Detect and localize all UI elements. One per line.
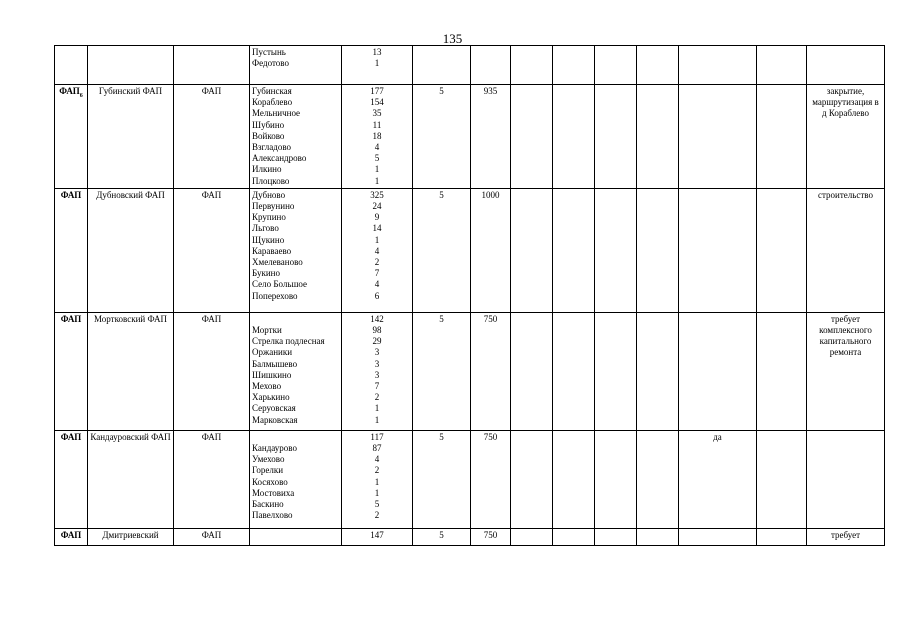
empty-cell: [511, 430, 553, 528]
village-name: Взгладово: [252, 142, 292, 153]
village-population: 5: [374, 153, 380, 164]
empty-cell: [511, 46, 553, 85]
facility-kind: ФАП: [174, 85, 250, 189]
village-population: 98: [372, 325, 382, 336]
village-population: 13: [372, 47, 382, 57]
populations-cell: [342, 312, 413, 430]
facility-name: Кандауровский ФАП: [88, 430, 174, 528]
village-name: Горелки: [252, 465, 284, 476]
facility-type: ФАП: [60, 431, 82, 442]
empty-cell: [511, 528, 553, 545]
villages-cell: [250, 430, 342, 528]
villages-cell: [250, 46, 342, 85]
village-population: 1: [374, 414, 380, 425]
village-population: 2: [374, 392, 380, 403]
populations-cell: [342, 528, 413, 545]
empty-cell: [553, 85, 595, 189]
cost-value: 750: [471, 430, 511, 528]
village-name: Серуовская: [252, 403, 296, 414]
cost-value: 750: [471, 528, 511, 545]
village-name: Умехово: [252, 454, 285, 465]
village-name: Плоцково: [252, 175, 290, 186]
staff-count: 5: [413, 430, 471, 528]
populations-cell: [342, 46, 413, 85]
facility-type-cell: [55, 188, 88, 312]
village-population: 1: [374, 487, 380, 498]
table-row: [55, 85, 885, 189]
village-population: 2: [374, 257, 380, 268]
facility-type-cell: [55, 528, 88, 545]
empty-cell: [637, 188, 679, 312]
village-name: Щукино: [252, 234, 285, 245]
empty-cell: [553, 430, 595, 528]
facility-type-cell: [55, 312, 88, 430]
facility-kind: ФАП: [174, 188, 250, 312]
flag-cell: [679, 312, 757, 430]
village-population: 154: [370, 97, 384, 108]
village-population: 14: [372, 223, 382, 234]
empty-cell: [595, 430, 637, 528]
staff-count: 5: [413, 188, 471, 312]
empty-cell: [757, 430, 807, 528]
populations-cell: [342, 188, 413, 312]
empty-cell: [637, 46, 679, 85]
flag-cell: да: [679, 430, 757, 528]
village-name: Харькино: [252, 392, 290, 403]
staff-count: [413, 46, 471, 85]
village-name: Мортки: [252, 325, 282, 336]
cost-value: [471, 46, 511, 85]
village-name: Первунино: [252, 201, 295, 212]
facility-kind: ФАП: [174, 528, 250, 545]
village-name: Кораблево: [252, 97, 293, 108]
village-population: 3: [374, 358, 380, 369]
village-population: 5: [374, 499, 380, 510]
village-name: Шишкино: [252, 369, 292, 380]
village-name: Букино: [252, 268, 280, 279]
villages-cell: [250, 312, 342, 430]
empty-cell: [553, 46, 595, 85]
village-population: 2: [374, 465, 380, 476]
facility-kind: [174, 46, 250, 85]
village-name: Мостовиха: [252, 487, 295, 498]
village-name: Крупино: [252, 212, 286, 223]
empty-cell: [637, 312, 679, 430]
village-population: 87: [372, 443, 382, 454]
flag-cell: [679, 528, 757, 545]
facility-kind: ФАП: [174, 430, 250, 528]
empty-cell: [595, 312, 637, 430]
populations-cell: [342, 85, 413, 189]
empty-cell: [757, 188, 807, 312]
empty-cell: [511, 85, 553, 189]
page-number: 135: [442, 31, 463, 46]
facility-type: ФАП: [60, 529, 82, 540]
village-name: Мельничное: [252, 108, 301, 119]
village-population: 1: [374, 476, 380, 487]
village-population: 4: [374, 245, 380, 256]
facility-type-index: 6: [79, 92, 83, 99]
cost-value: 750: [471, 312, 511, 430]
facility-name: [88, 46, 174, 85]
staff-count: 5: [413, 312, 471, 430]
facility-type-cell: [55, 85, 88, 189]
empty-cell: [553, 188, 595, 312]
empty-cell: [511, 312, 553, 430]
facility-type: ФАП: [59, 86, 80, 96]
cost-value: 1000: [471, 188, 511, 312]
village-name: Караваево: [252, 245, 292, 256]
village-name: Льгово: [252, 223, 279, 234]
empty-cell: [595, 188, 637, 312]
village-name: Павелхово: [252, 510, 293, 521]
village-population: 147: [370, 529, 384, 540]
village-population: 24: [372, 201, 382, 212]
facility-name: Дубновский ФАП: [88, 188, 174, 312]
villages-cell: [250, 85, 342, 189]
village-name: Марковская: [252, 414, 298, 425]
cost-value: 935: [471, 85, 511, 189]
note-cell: требует: [807, 528, 885, 545]
village-population: 1: [374, 164, 380, 175]
village-population: 1: [374, 403, 380, 414]
staff-count: 5: [413, 85, 471, 189]
village-name: Войково: [252, 130, 285, 141]
village-population: 1: [374, 175, 380, 186]
village-population: 177: [370, 86, 384, 96]
facility-name: Губинский ФАП: [88, 85, 174, 189]
facilities-table: [54, 45, 885, 546]
villages-cell: [250, 188, 342, 312]
table-row: [55, 528, 885, 545]
village-name: Кандаурово: [252, 443, 297, 454]
village-population: 3: [374, 347, 380, 358]
village-name: Мехово: [252, 381, 282, 392]
village-name: Губинская: [252, 86, 292, 96]
village-population: 117: [370, 431, 384, 442]
village-population: 7: [374, 268, 380, 279]
note-cell: [807, 430, 885, 528]
village-name: Косяхово: [252, 476, 288, 487]
village-name: Село Большое: [252, 279, 308, 290]
village-name: Александрово: [252, 153, 307, 164]
village-name: Баскино: [252, 499, 284, 510]
flag-cell: [679, 188, 757, 312]
note-cell: строительство: [807, 188, 885, 312]
village-population: 18: [372, 130, 382, 141]
village-population: 7: [374, 381, 380, 392]
village-population: 1: [374, 234, 380, 245]
facility-type-cell: [55, 46, 88, 85]
table-row: [55, 188, 885, 312]
facility-type-cell: [55, 430, 88, 528]
empty-cell: [553, 312, 595, 430]
flag-cell: [679, 85, 757, 189]
village-population: 4: [374, 279, 380, 290]
empty-cell: [595, 46, 637, 85]
village-population: 1: [374, 58, 380, 69]
empty-cell: [553, 528, 595, 545]
village-population: 9: [374, 212, 380, 223]
staff-count: 5: [413, 528, 471, 545]
village-population: 2: [374, 510, 380, 521]
note-cell: требует комплексного капитального ремонта: [807, 312, 885, 430]
village-population: 4: [374, 142, 380, 153]
populations-cell: [342, 430, 413, 528]
flag-cell: [679, 46, 757, 85]
empty-cell: [757, 85, 807, 189]
empty-cell: [637, 430, 679, 528]
village-population: 6: [374, 290, 380, 301]
table-row: [55, 430, 885, 528]
village-population: 35: [372, 108, 382, 119]
facility-kind: ФАП: [174, 312, 250, 430]
village-name: Дубново: [252, 189, 286, 200]
note-cell: закрытие, маршрутизация в д Кораблево: [807, 85, 885, 189]
village-name: Стрелка подлесная: [252, 336, 325, 347]
empty-cell: [757, 312, 807, 430]
empty-cell: [757, 528, 807, 545]
village-name: Хмелеваново: [252, 257, 303, 268]
empty-cell: [511, 188, 553, 312]
facility-name: Дмитриевский: [88, 528, 174, 545]
villages-cell: [250, 528, 342, 545]
empty-cell: [595, 85, 637, 189]
table-row: [55, 312, 885, 430]
village-population: 3: [374, 369, 380, 380]
village-population: 11: [372, 119, 382, 130]
village-name: Пустынь: [252, 47, 286, 57]
empty-cell: [637, 85, 679, 189]
village-name: Илкино: [252, 164, 282, 175]
village-name: Поперехово: [252, 290, 298, 301]
village-population: 29: [372, 336, 382, 347]
village-name: Балмышево: [252, 358, 298, 369]
village-population: 325: [370, 189, 384, 200]
village-name: Оржаники: [252, 347, 293, 358]
empty-cell: [637, 528, 679, 545]
village-population: 4: [374, 454, 380, 465]
facility-type: ФАП: [60, 313, 82, 324]
note-cell: [807, 46, 885, 85]
facility-name: Мортковский ФАП: [88, 312, 174, 430]
village-name: Шубино: [252, 119, 285, 130]
empty-cell: [757, 46, 807, 85]
village-population: 142: [370, 313, 384, 324]
table-row: [55, 46, 885, 85]
village-name: Федотово: [252, 58, 289, 69]
empty-cell: [595, 528, 637, 545]
facility-type: ФАП: [60, 189, 82, 200]
